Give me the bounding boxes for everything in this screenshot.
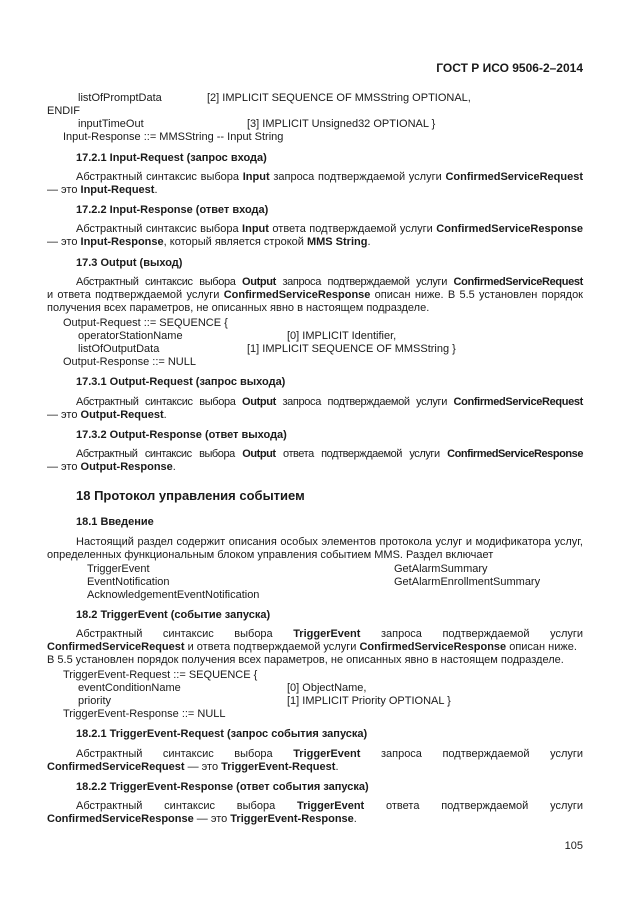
paragraph-line	[47, 409, 167, 422]
text-run: .	[172, 461, 176, 473]
term: Output	[242, 276, 276, 288]
term: TriggerEvent-Request	[221, 761, 336, 773]
code-line: TriggerEvent-Request ::= SEQUENCE {	[63, 669, 258, 681]
paragraph	[47, 748, 583, 761]
text-run: выбора	[236, 800, 276, 812]
paragraph	[47, 223, 583, 236]
code-line: [2] IMPLICIT SEQUENCE OF MMSString OPTIONAL,	[207, 92, 471, 104]
list-item: TriggerEvent	[87, 563, 150, 575]
list-item: EventNotification	[87, 576, 170, 588]
term: Input	[242, 171, 270, 183]
list-item: GetAlarmEnrollmentSummary	[394, 576, 541, 588]
term: ConfirmedServiceResponse	[447, 448, 583, 460]
section-heading: 17.3.2 Output-Response (ответ выхода)	[76, 429, 287, 441]
paragraph: Настоящий раздел содержит описания особых элементов протокола услуг и модификатора услуг,	[76, 536, 583, 548]
section-heading: 18.2.2 TriggerEvent-Response (ответ события запуска)	[76, 781, 369, 793]
term: TriggerEvent-Response	[230, 813, 354, 825]
term: ConfirmedServiceRequest	[47, 641, 185, 653]
paragraph	[47, 276, 583, 289]
text-run: запроса подтверждаемой услуги	[269, 171, 446, 183]
term: TriggerEvent	[296, 800, 365, 812]
text-run: запроса	[380, 748, 422, 760]
text-run: — это	[47, 409, 81, 421]
paragraph-line	[47, 184, 158, 197]
text-run: подтверждаемой	[441, 800, 529, 812]
text-run: Абстрактный синтаксис выбора	[76, 171, 243, 183]
term: ConfirmedServiceRequest	[47, 761, 185, 773]
term: Output	[242, 396, 276, 408]
text-run: описан ниже.	[506, 641, 577, 653]
text-run: услуги	[550, 628, 584, 640]
term: Input-Request	[80, 184, 155, 196]
chapter-heading: 18 Протокол управления событием	[76, 488, 305, 503]
section-heading: 17.3.1 Output-Request (запрос выхода)	[76, 376, 286, 388]
paragraph	[47, 628, 583, 641]
code-line: [1] IMPLICIT SEQUENCE OF MMSString }	[247, 343, 456, 355]
paragraph	[47, 800, 583, 813]
text-run: .	[353, 813, 357, 825]
text-run: Абстрактный синтаксис выбора	[76, 276, 242, 288]
term: ConfirmedServiceResponse	[223, 289, 371, 301]
text-run: Абстрактный	[76, 748, 143, 760]
text-run: .	[367, 236, 371, 248]
text-run: и ответа подтверждаемой услуги	[47, 289, 224, 301]
text-run: — это	[47, 236, 81, 248]
text-run: .	[154, 184, 158, 196]
code-line: Output-Request ::= SEQUENCE {	[63, 317, 228, 329]
term: Input	[242, 223, 269, 235]
code-line: [0] IMPLICIT Identifier,	[287, 330, 397, 342]
paragraph-line	[47, 289, 583, 302]
text-run: запроса подтверждаемой услуги	[275, 276, 454, 288]
term: ConfirmedServiceResponse	[47, 813, 194, 825]
section-heading: 17.2.2 Input-Response (ответ входа)	[76, 204, 269, 216]
text-run: — это	[47, 184, 81, 196]
text-run: Абстрактный	[76, 800, 143, 812]
term: ConfirmedServiceRequest	[453, 396, 583, 408]
text-run: описан ниже. В 5.5 установлен порядок	[370, 289, 583, 301]
text-run: .	[163, 409, 167, 421]
text-run: ответа	[386, 800, 420, 812]
term: MMS String	[306, 236, 368, 248]
text-run: Абстрактный	[76, 628, 143, 640]
paragraph-line	[47, 761, 339, 774]
text-run: синтаксис	[162, 748, 214, 760]
section-heading: 18.2.1 TriggerEvent-Request (запрос события запуска)	[76, 728, 368, 740]
code-line: priority	[78, 695, 112, 707]
paragraph-line	[47, 236, 371, 249]
text-run: услуги	[550, 748, 584, 760]
code-line: [3] IMPLICIT Unsigned32 OPTIONAL }	[247, 118, 436, 130]
code-line: [0] ObjectName,	[287, 682, 367, 694]
text-run: ответа подтверждаемой услуги	[275, 448, 448, 460]
term: ConfirmedServiceResponse	[436, 223, 583, 235]
section-heading: 17.2.1 Input-Request (запрос входа)	[76, 152, 267, 164]
code-line: [1] IMPLICIT Priority OPTIONAL }	[287, 695, 451, 707]
code-line: ENDIF	[47, 105, 80, 117]
text-run: выбора	[234, 748, 273, 760]
code-line: Input-Response ::= MMSString -- Input String	[63, 131, 284, 143]
text-run: синтаксис	[164, 800, 216, 812]
paragraph	[47, 171, 583, 184]
code-line: listOfPromptData	[78, 92, 162, 104]
text-run: ответа подтверждаемой услуги	[268, 223, 437, 235]
text-run: .	[335, 761, 339, 773]
list-item: AcknowledgementEventNotification	[87, 589, 260, 601]
text-run: Абстрактный синтаксис выбора	[76, 396, 242, 408]
list-item: GetAlarmSummary	[394, 563, 488, 575]
text-run: запроса подтверждаемой услуги	[275, 396, 454, 408]
code-line: Output-Response ::= NULL	[63, 356, 196, 368]
paragraph-line: получения всех параметров, не описанных явно в настоящем подразделе.	[47, 302, 430, 314]
text-run: — это	[47, 461, 81, 473]
code-line: operatorStationName	[78, 330, 183, 342]
term: TriggerEvent	[293, 628, 361, 640]
paragraph-line	[47, 813, 357, 826]
term: Output	[242, 448, 276, 460]
text-run: подтверждаемой	[442, 628, 530, 640]
text-run: запроса	[380, 628, 422, 640]
term: Input-Response	[80, 236, 164, 248]
code-line: eventConditionName	[78, 682, 181, 694]
code-line: inputTimeOut	[78, 118, 144, 130]
term: TriggerEvent	[293, 748, 361, 760]
section-heading: 17.3 Output (выход)	[76, 257, 183, 269]
paragraph-line	[47, 461, 176, 474]
text-run: выбора	[234, 628, 273, 640]
paragraph	[47, 448, 583, 461]
text-run: — это	[193, 813, 231, 825]
document-header: ГОСТ Р ИСО 9506-2–2014	[436, 61, 583, 75]
term: ConfirmedServiceRequest	[445, 171, 583, 183]
text-run: услуги	[550, 800, 584, 812]
text-run: подтверждаемой	[442, 748, 530, 760]
text-run: , который является строкой	[163, 236, 307, 248]
text-run: Абстрактный синтаксис выбора	[76, 448, 243, 460]
paragraph	[47, 396, 583, 409]
text-run: Абстрактный синтаксис выбора	[76, 223, 243, 235]
text-run: синтаксис	[162, 628, 214, 640]
code-line: listOfOutputData	[78, 343, 160, 355]
section-heading: 18.2 TriggerEvent (событие запуска)	[76, 609, 271, 621]
text-run: — это	[184, 761, 222, 773]
section-heading: 18.1 Введение	[76, 516, 154, 528]
term: ConfirmedServiceRequest	[453, 276, 583, 288]
text-run: и ответа подтверждаемой услуги	[184, 641, 360, 653]
term: Output-Request	[80, 409, 164, 421]
paragraph-line: определенных функциональным блоком управления событием MMS. Раздел включает	[47, 549, 494, 561]
term: Output-Response	[80, 461, 173, 473]
paragraph-line	[47, 641, 583, 654]
page-number: 105	[564, 840, 583, 852]
term: ConfirmedServiceResponse	[359, 641, 507, 653]
paragraph-line: В 5.5 установлен порядок получения всех параметров, не описанных явно в настоящем подразделе.	[47, 654, 564, 666]
code-line: TriggerEvent-Response ::= NULL	[63, 708, 226, 720]
